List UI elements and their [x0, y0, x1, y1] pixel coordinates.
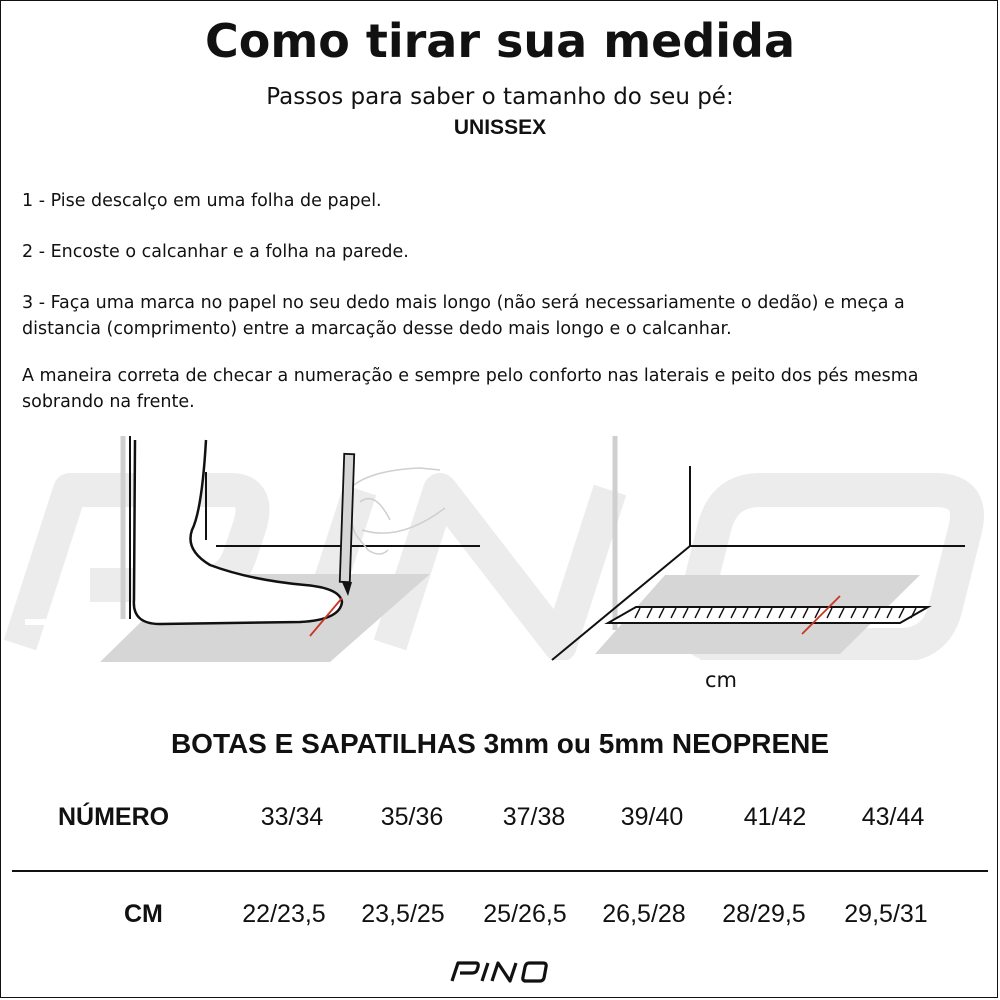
- cm-cell-2: 23,5/25: [361, 900, 445, 928]
- instruction-step-3: 3 - Faça uma marca no papel no seu dedo mais longo (não será necessariamente o dedão) e meça a distancia (comprimento) entre a marcação desse dedo mais longo e o calcanhar.: [22, 293, 905, 339]
- size-cell-2: 35/36: [380, 803, 444, 831]
- table-divider: [12, 870, 988, 872]
- audience-label: UNISSEX: [453, 116, 547, 139]
- size-cell-1: 33/34: [260, 803, 324, 831]
- cm-row-label: CM: [124, 900, 163, 928]
- cm-cell-5: 28/29,5: [722, 900, 806, 928]
- size-cell-6: 43/44: [861, 803, 925, 831]
- instruction-step-2: 2 - Encoste o calcanhar e a folha na parede.: [22, 242, 409, 262]
- cm-cell-6: 29,5/31: [844, 900, 928, 928]
- page-title: Como tirar sua medida: [204, 14, 796, 68]
- cm-cell-1: 22/23,5: [242, 900, 326, 928]
- size-cell-4: 39/40: [620, 803, 684, 831]
- cm-cell-3: 25/26,5: [483, 900, 567, 928]
- ruler-measuring-paper-icon: [540, 430, 970, 670]
- unit-label: cm: [705, 668, 738, 692]
- page-subtitle: Passos para saber o tamanho do seu pé:: [266, 84, 734, 110]
- size-row-label: NÚMERO: [58, 803, 170, 831]
- instruction-step-1: 1 - Pise descalço em uma folha de papel.: [22, 191, 382, 211]
- size-table-title: BOTAS E SAPATILHAS 3mm ou 5mm NEOPRENE: [170, 728, 830, 759]
- size-cell-5: 41/42: [743, 803, 807, 831]
- pino-logo-icon: [448, 960, 548, 984]
- size-cell-3: 37/38: [502, 803, 566, 831]
- cm-cell-4: 26,5/28: [602, 900, 686, 928]
- instruction-note: A maneira correta de checar a numeração e sempre pelo conforto nas laterais e peito dos pés mesma sobrando na frente.: [22, 366, 919, 412]
- foot-marking-paper-icon: [20, 430, 490, 670]
